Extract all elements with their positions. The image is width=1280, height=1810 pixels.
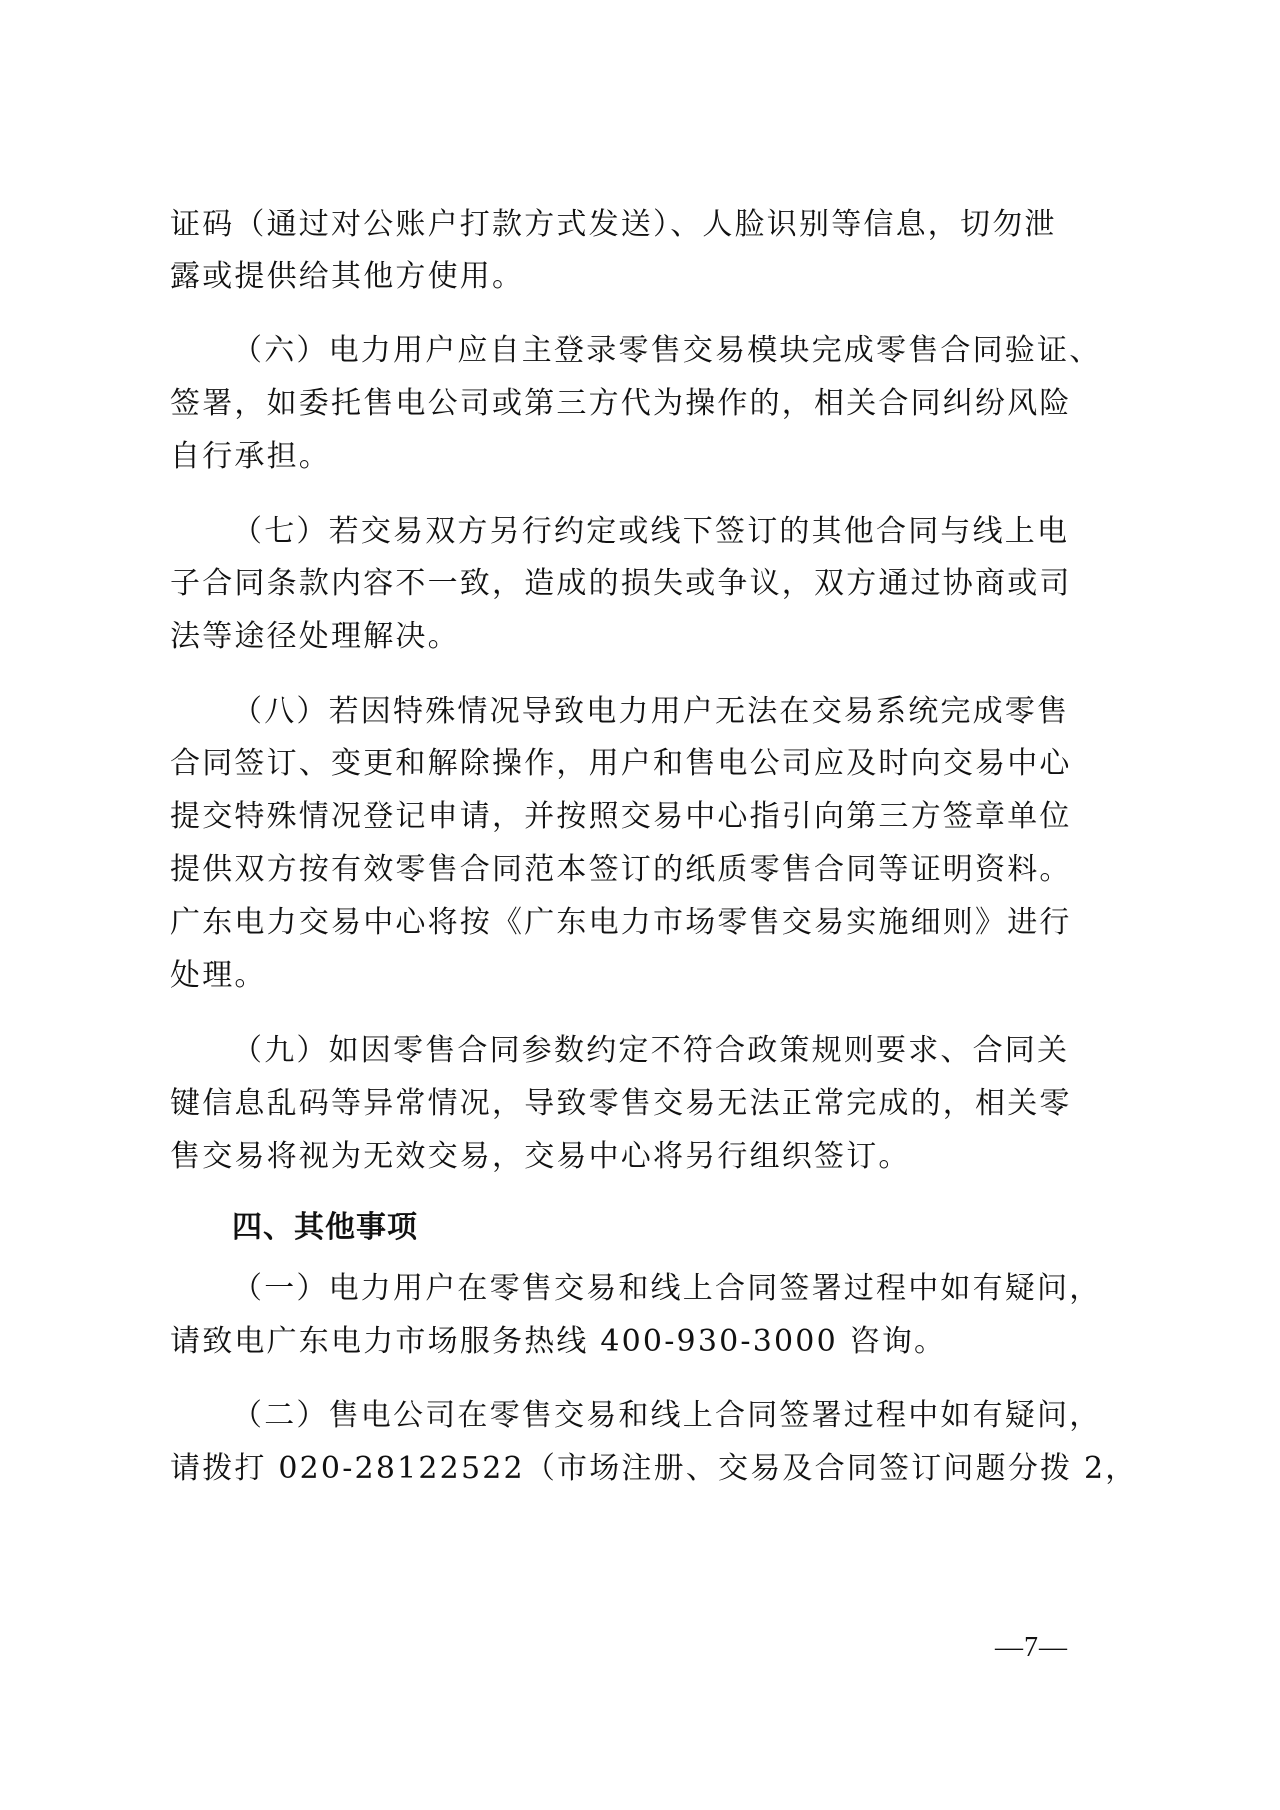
text-line: 处理。 bbox=[170, 958, 267, 993]
text-line: 键信息乱码等异常情况，导致零售交易无法正常完成的，相关零 bbox=[170, 1086, 1072, 1121]
text-line: 签署，如委托售电公司或第三方代为操作的，相关合同纠纷风险 bbox=[170, 386, 1072, 421]
text-line: 提供双方按有效零售合同范本签订的纸质零售合同等证明资料。 bbox=[170, 852, 1072, 887]
item-2-line: （二）售电公司在零售交易和线上合同签署过程中如有疑问， bbox=[232, 1398, 1102, 1433]
section-heading: 四、其他事项 bbox=[232, 1210, 418, 1245]
item-1-line: （一）电力用户在零售交易和线上合同签署过程中如有疑问， bbox=[232, 1271, 1102, 1306]
paragraph-6-line: （六）电力用户应自主登录零售交易模块完成零售合同验证、 bbox=[232, 333, 1102, 368]
text-line: 提交特殊情况登记申请，并按照交易中心指引向第三方签章单位 bbox=[170, 799, 1072, 834]
page-number: —7— bbox=[995, 1632, 1068, 1663]
text-line: 子合同条款内容不一致，造成的损失或争议，双方通过协商或司 bbox=[170, 566, 1072, 601]
text-line: 售交易将视为无效交易，交易中心将另行组织签订。 bbox=[170, 1139, 911, 1174]
paragraph-8-line: （八）若因特殊情况导致电力用户无法在交易系统完成零售 bbox=[232, 694, 1070, 729]
text-line: 自行承担。 bbox=[170, 439, 331, 474]
paragraph-7-line: （七）若交易双方另行约定或线下签订的其他合同与线上电 bbox=[232, 514, 1070, 549]
text-line: 法等途径处理解决。 bbox=[170, 619, 460, 654]
text-line: 请致电广东电力市场服务热线 400-930-3000 咨询。 bbox=[170, 1324, 947, 1359]
text-line: 请拨打 020-28122522（市场注册、交易及合同签订问题分拨 2， bbox=[170, 1451, 1138, 1486]
text-line: 露或提供给其他方使用。 bbox=[170, 259, 525, 294]
text-line: 合同签订、变更和解除操作，用户和售电公司应及时向交易中心 bbox=[170, 746, 1072, 781]
text-line: 广东电力交易中心将按《广东电力市场零售交易实施细则》进行 bbox=[170, 905, 1072, 940]
text-line: 证码（通过对公账户打款方式发送）、人脸识别等信息，切勿泄 bbox=[170, 207, 1057, 242]
paragraph-9-line: （九）如因零售合同参数约定不符合政策规则要求、合同关 bbox=[232, 1033, 1070, 1068]
